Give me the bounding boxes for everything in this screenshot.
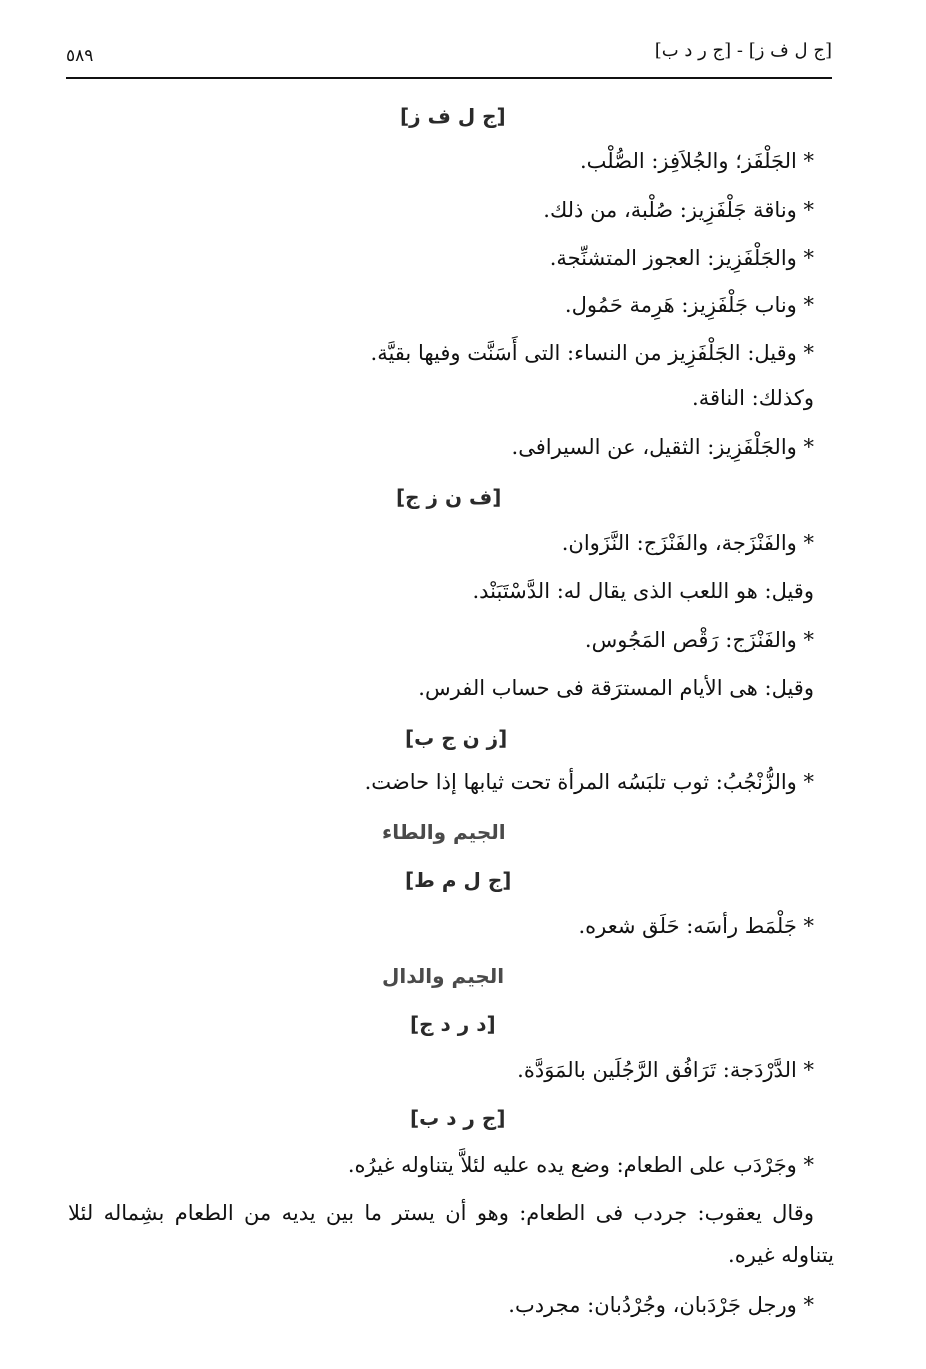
entry-line: * وقيل: الجَلْفَزِيز من النساء: التى أَسَنَّت وفيها بقيَّة. [370, 341, 814, 365]
entry-line: * ورجل جَرْدَبان، وجُرْدُبان: مجردب. [508, 1293, 814, 1317]
entry-line: * وناقة جَلْفَزِيز: صُلْبة، من ذلك. [543, 198, 814, 222]
entry-line-wide: وقال يعقوب: جردب فى الطعام: وهو أن يستر ما بين يديه من الطعام بشِماله لئلا [68, 1201, 814, 1225]
root-heading-jrdb: [ج ر د ب] [410, 1106, 506, 1130]
section-title-jim-taa: الجيم والطاء [382, 820, 506, 844]
root-heading-znjb: [ز ن ج ب] [405, 726, 508, 750]
entry-line: وقيل: هى الأيام المسترَقة فى حساب الفرس. [418, 676, 814, 700]
entry-line: * جَلْمَط رأسَه: حَلَق شعره. [578, 914, 814, 938]
entry-line: * والفَنْزَج: رَقْص المَجُوس. [584, 628, 814, 652]
entry-line: وكذلك: الناقة. [692, 386, 814, 410]
header-rule [66, 77, 832, 79]
page-number: ٥٨٩ [66, 46, 94, 66]
entry-line: * وجَرْدَب على الطعام: وضع يده عليه لئلاَّ يتناوله غيرُه. [347, 1153, 814, 1177]
section-title-jim-dal: الجيم والدال [382, 964, 505, 988]
running-title: [ج ل ف ز] - [ج ر د ب] [654, 40, 832, 61]
root-heading-jlfz: [ج ل ف ز] [400, 104, 506, 128]
root-heading-drdj: [د ر د ج] [410, 1012, 496, 1036]
entry-line: * الدَّرْدَجة: تَرَافُق الرَّجُلَين بالمَوَدَّة. [517, 1058, 814, 1082]
entry-line: * والجَلْفَزِيز: الثقيل، عن السيرافى. [511, 435, 814, 459]
entry-line: * الجَلْفَز؛ والجُلاَفِز: الصُّلْب. [579, 149, 814, 173]
entry-line: * والجَلْفَزِيز: العجوز المتشنِّجة. [549, 246, 814, 270]
entry-line: * والزُّنْجُبُ: ثوب تلبَسُه المرأة تحت ثيابها إذا حاضت. [364, 770, 814, 794]
entry-line: * وناب جَلْفَزِيز: هَرِمة حَمُول. [564, 293, 814, 317]
entry-line: * والفَنْزَجة، والفَنْزَج: النَّزَوان. [561, 531, 814, 555]
root-heading-jlmt: [ج ل م ط] [405, 868, 512, 892]
entry-line: وقيل: هو اللعب الذى يقال له: الدَّسْتَبَنْد. [472, 579, 814, 603]
entry-line: يتناوله غيره. [728, 1243, 834, 1267]
root-heading-fnzj: [ف ن ز ج] [396, 485, 502, 509]
